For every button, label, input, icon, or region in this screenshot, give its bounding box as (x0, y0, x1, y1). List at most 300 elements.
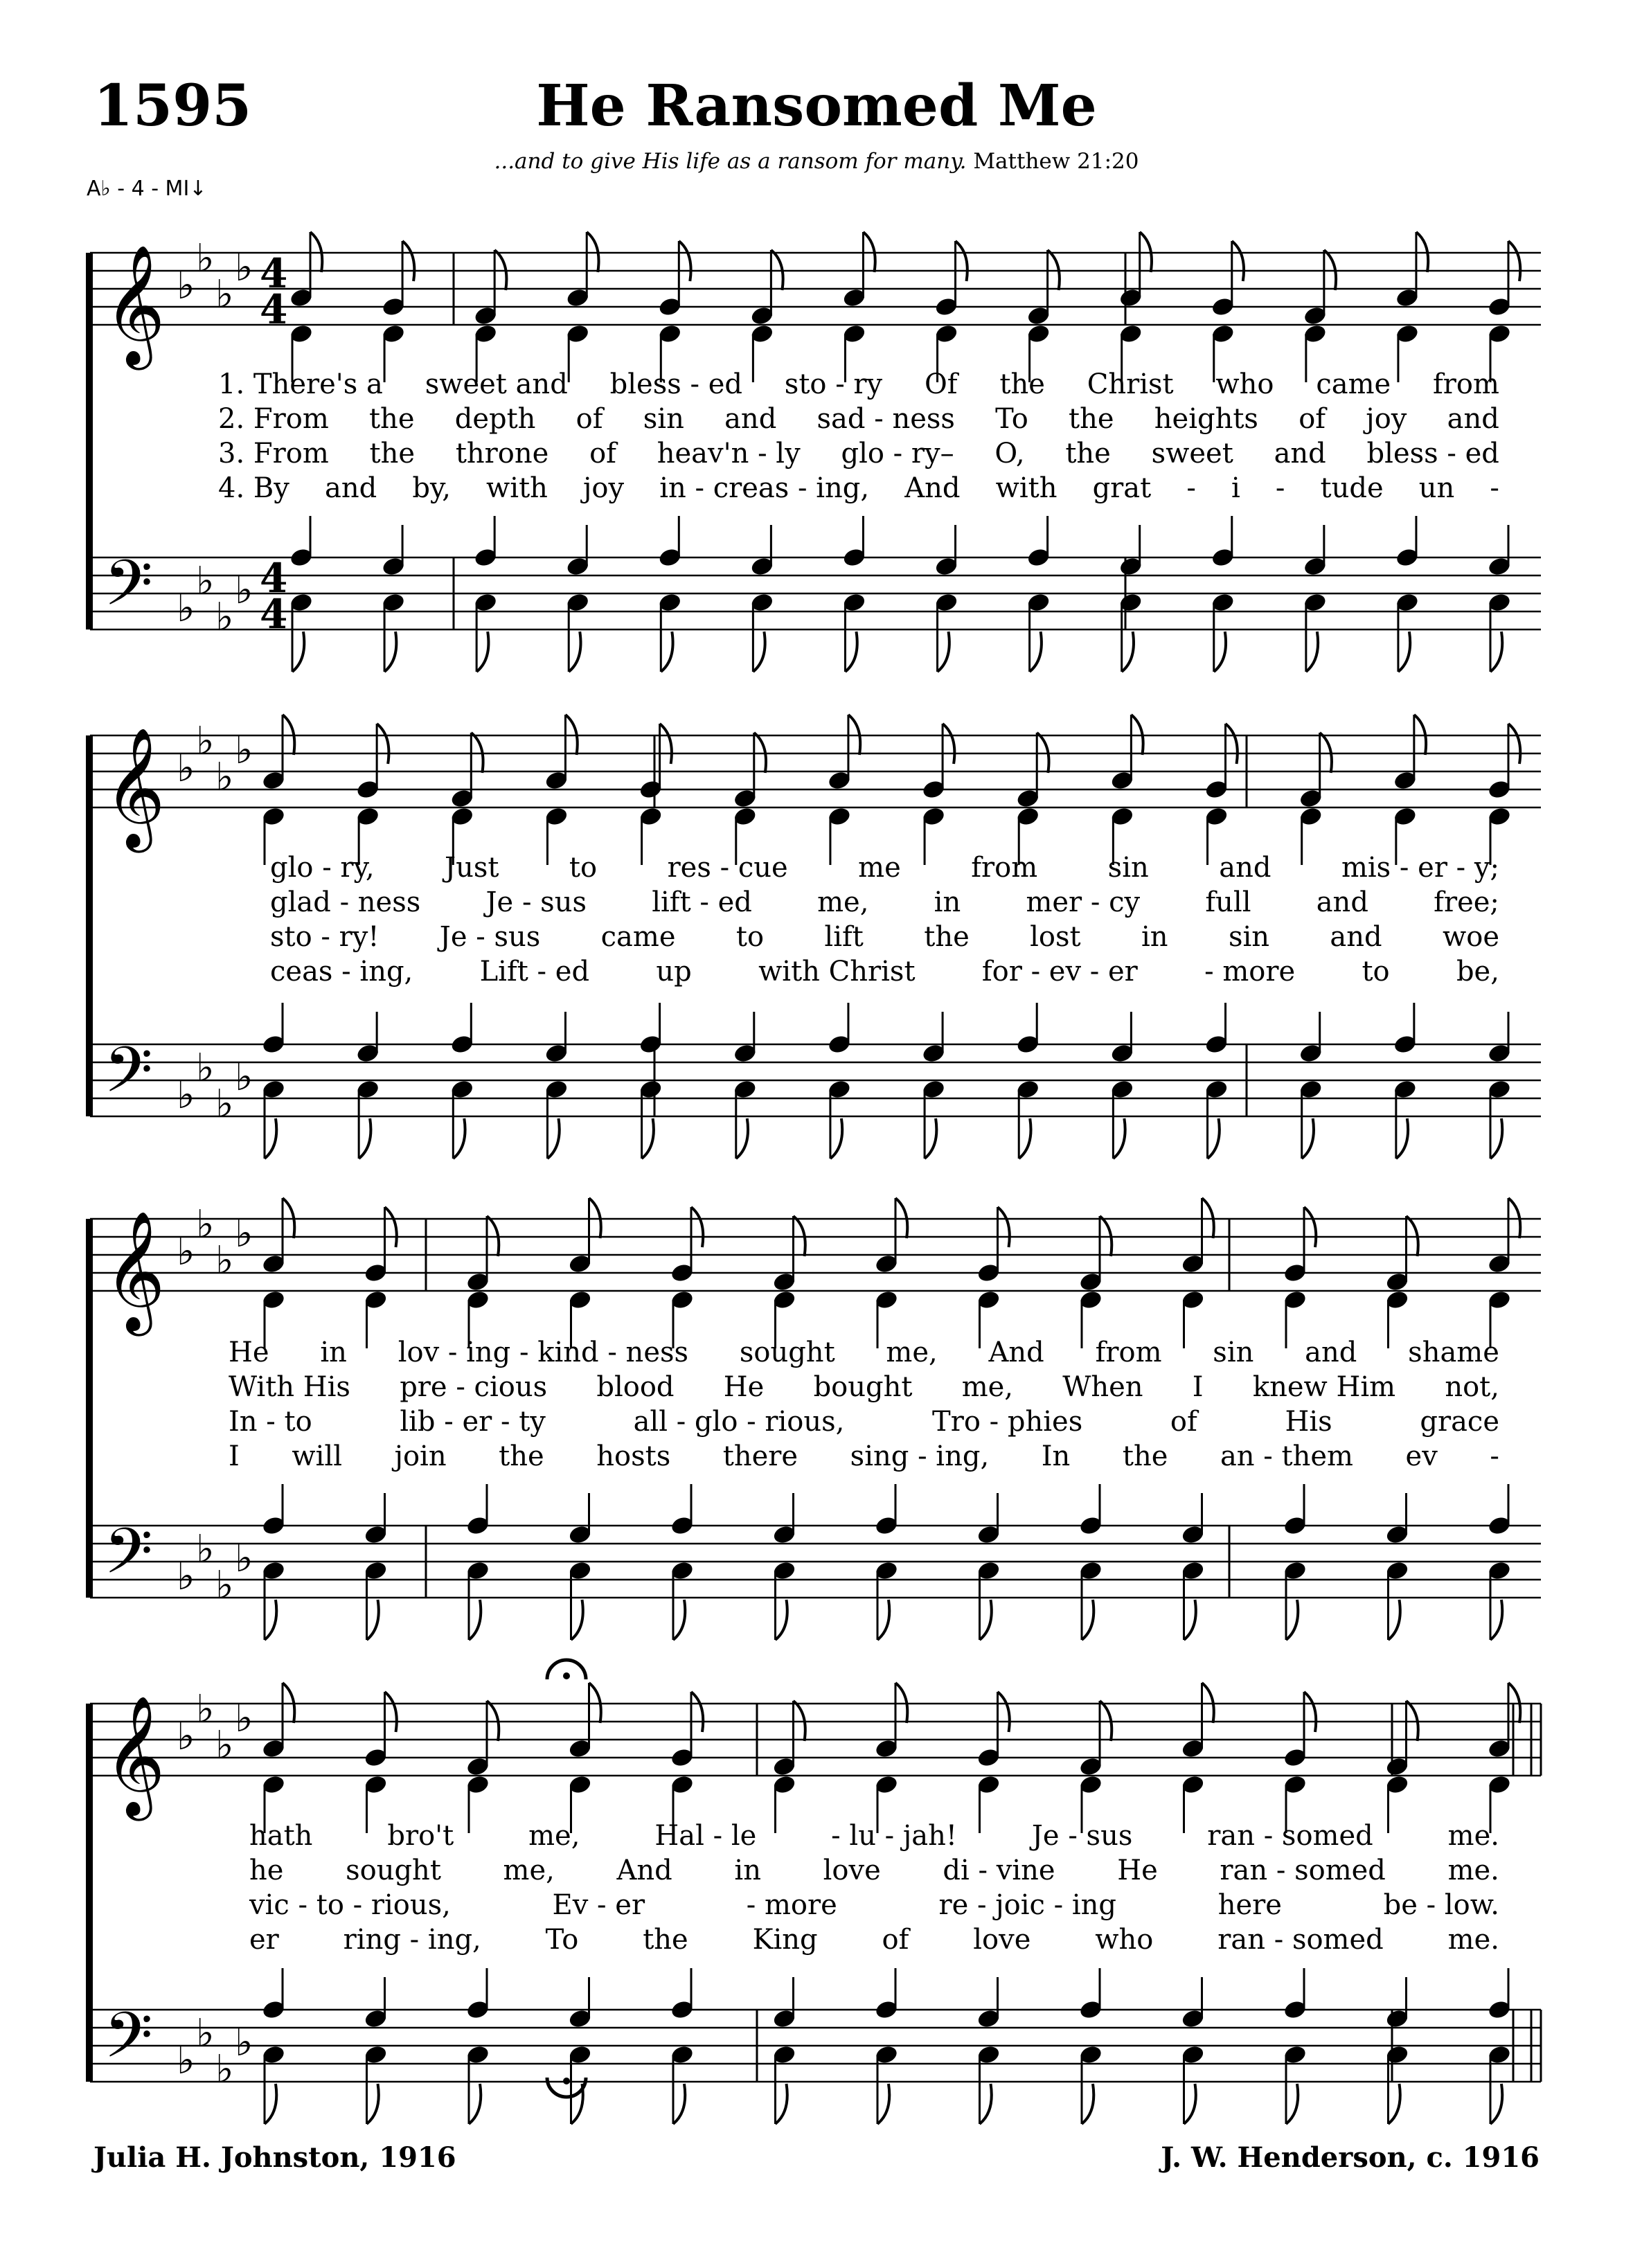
lyric-word: sing - ing, (850, 1440, 990, 1472)
note-flag (938, 632, 949, 672)
note-flag (845, 632, 857, 672)
note-flag (1030, 632, 1042, 672)
lyric-word: ev (1405, 1440, 1438, 1472)
lyric-word: and (724, 403, 777, 435)
flat-icon: ♭ (196, 2011, 215, 2056)
lyric-word: and (1274, 438, 1326, 470)
note-flag (1214, 632, 1226, 672)
note-flag (384, 632, 396, 672)
lyric-word: with (995, 472, 1058, 504)
flat-icon: ♭ (177, 1554, 195, 1599)
note-flag (1304, 1692, 1316, 1732)
lyric-word: of (575, 403, 603, 435)
lyric-word: un (1418, 472, 1455, 504)
lyric-word: Just (445, 852, 499, 884)
lyric-word: And (616, 1855, 672, 1886)
note-flag (1122, 632, 1134, 672)
lyric-word: mis - er - y; (1341, 852, 1499, 884)
flat-icon: ♭ (215, 2047, 234, 2092)
flat-icon: ♭ (196, 559, 215, 604)
note-flag (547, 1118, 559, 1159)
lyric-word: bless - ed (609, 368, 742, 400)
bass-clef-icon: 𝄢 (104, 1515, 153, 1603)
lyric-word: ceas - ing, (270, 956, 413, 988)
note-flag (1184, 1600, 1196, 1640)
lyric-word: To (545, 1924, 579, 1956)
note-flag (571, 1600, 583, 1640)
note-flag (753, 632, 765, 672)
lyric-word: - lu - jah! (831, 1820, 957, 1852)
note-flag (1508, 724, 1520, 764)
flat-icon: ♭ (235, 1696, 253, 1741)
note-flag (1490, 1600, 1502, 1640)
system-bracket (86, 735, 93, 1116)
note-flag (679, 241, 690, 281)
lyric-word: me, (528, 1820, 580, 1852)
lyric-word: blood (596, 1371, 675, 1403)
note-flag (367, 2084, 379, 2124)
treble-clef-icon: 𝄞 (104, 244, 166, 365)
lyric-word: hosts (596, 1440, 671, 1472)
lyric-line-verse-2 (249, 1855, 1499, 1886)
note-flag (925, 1118, 936, 1159)
flat-icon: ♭ (215, 272, 234, 317)
note-flag (265, 1600, 276, 1640)
flat-icon: ♭ (196, 1687, 215, 1732)
flat-icon: ♭ (235, 1055, 253, 1100)
author-credit: Julia H. Johnston, 1916 (93, 2141, 456, 2174)
lyric-word: came (600, 921, 676, 953)
lyric-word: Je - sus (485, 886, 587, 918)
lyric-word: me, (503, 1855, 555, 1886)
lyric-word: lov - ing - kind - ness (398, 1337, 689, 1368)
fermata-dot (563, 2078, 570, 2084)
lyric-word: in (934, 886, 961, 918)
flat-icon: ♭ (196, 719, 215, 764)
lyric-word: sweet (1151, 438, 1233, 470)
note-flag (661, 632, 672, 672)
composer-credit: J. W. Henderson, c. 1916 (1161, 2141, 1540, 2174)
lyric-word: Christ (1087, 368, 1174, 400)
note-flag (1113, 1118, 1125, 1159)
lyric-word: - (1186, 472, 1196, 504)
flat-icon: ♭ (235, 2020, 253, 2065)
lyric-word: will (292, 1440, 342, 1472)
flat-icon: ♭ (215, 1723, 234, 1768)
lyric-word: and (1305, 1337, 1357, 1368)
lyric-word: depth (454, 403, 536, 435)
lyric-line-verse-2 (229, 1371, 1499, 1403)
lyric-word: Of (924, 368, 958, 400)
lyric-word: the (643, 1924, 688, 1956)
lyric-word: joy (583, 472, 625, 504)
hymn-number: 1595 (93, 73, 252, 139)
lyric-word: sin (1107, 852, 1149, 884)
lyric-word: knew Him (1252, 1371, 1396, 1403)
lyric-word: 3. From (218, 438, 329, 470)
lyric-word: love (973, 1924, 1031, 1956)
lyric-word: 1. There's a (218, 368, 383, 400)
lyric-word: sto - ry! (270, 921, 380, 953)
lyric-word: bought (813, 1371, 913, 1403)
note-flag (265, 1118, 276, 1159)
note-flag (1286, 2084, 1298, 2124)
lyric-word: of (1299, 403, 1326, 435)
lyric-word: tude (1320, 472, 1384, 504)
lyric-word: in (320, 1337, 347, 1368)
flat-icon: ♭ (177, 2038, 195, 2083)
lyric-word: glo - ry– (841, 438, 954, 470)
flat-icon: ♭ (235, 568, 253, 613)
time-signature-top: 4 (260, 250, 288, 297)
flat-icon: ♭ (235, 245, 253, 290)
lyric-word: ran - somed (1217, 1924, 1384, 1956)
flat-icon: ♭ (215, 1238, 234, 1283)
lyric-word: me, (817, 886, 869, 918)
note-flag (673, 1600, 685, 1640)
lyric-word: lift (824, 921, 864, 953)
lyric-word: hath (249, 1820, 313, 1852)
lyric-word: the (999, 368, 1045, 400)
lyric-word: the (499, 1440, 544, 1472)
lyric-word: the (368, 403, 415, 435)
system-bracket (86, 1704, 93, 2082)
lyric-line-verse-3 (229, 1406, 1499, 1438)
note-flag (877, 2084, 889, 2124)
note-flag (1184, 2084, 1196, 2124)
lyric-word: Hal - le (654, 1820, 757, 1852)
lyric-line-verse-4 (229, 1440, 1499, 1472)
note-flag (943, 724, 954, 764)
lyric-word: di - vine (943, 1855, 1055, 1886)
lyric-word: He (1117, 1855, 1158, 1886)
note-flag (1490, 2084, 1502, 2124)
lyric-line-verse-2 (270, 886, 1499, 918)
lyric-word: me (858, 852, 901, 884)
lyric-word: and (1330, 921, 1382, 953)
note-flag (385, 1692, 397, 1732)
note-flag (1082, 2084, 1094, 2124)
flat-icon: ♭ (235, 728, 253, 773)
note-flag (377, 724, 389, 764)
lyric-word: woe (1443, 921, 1499, 953)
lyric-line-verse-1 (249, 1820, 1499, 1852)
lyric-word: sad - ness (816, 403, 955, 435)
lyric-word: ring - ing, (343, 1924, 481, 1956)
lyric-word: me, (886, 1337, 938, 1368)
lyric-word: join (394, 1440, 447, 1472)
lyric-word: sought (739, 1337, 835, 1368)
lyric-word: Tro - phies (932, 1406, 1083, 1438)
note-flag (1389, 2084, 1400, 2124)
system-bracket (86, 253, 93, 629)
note-flag (642, 1118, 654, 1159)
lyric-word: and (1316, 886, 1368, 918)
lyric-word: there (722, 1440, 798, 1472)
lyric-word: With His (229, 1371, 350, 1403)
note-flag (877, 1600, 889, 1640)
lyric-line-verse-4 (249, 1924, 1499, 1956)
lyric-word: of (1170, 1406, 1197, 1438)
lyric-word: He (229, 1337, 269, 1368)
treble-clef-icon: 𝄞 (104, 1695, 166, 1816)
lyric-word: And (988, 1337, 1044, 1368)
lyric-word: free; (1434, 886, 1499, 918)
flat-icon: ♭ (235, 1211, 253, 1256)
lyric-word: I (1192, 1371, 1204, 1403)
lyric-word: to (735, 921, 765, 953)
lyric-word: came (1316, 368, 1391, 400)
note-flag (1490, 632, 1502, 672)
lyric-word: and (324, 472, 377, 504)
note-flag (1396, 1118, 1408, 1159)
lyric-word: Je - sus (439, 921, 541, 953)
note-flag (956, 241, 967, 281)
lyric-word: - more (746, 1889, 837, 1921)
lyric-word: sto - ry (784, 368, 883, 400)
note-flag (1226, 724, 1238, 764)
lyric-word: the (1122, 1440, 1168, 1472)
flat-icon: ♭ (196, 1202, 215, 1247)
lyric-word: bless - ed (1366, 438, 1499, 470)
lyric-line-verse-2 (218, 403, 1499, 435)
lyric-word: bro't (387, 1820, 454, 1852)
lyric-word: me, (961, 1371, 1014, 1403)
time-signature-bottom: 4 (260, 286, 288, 333)
note-flag (1306, 632, 1318, 672)
note-flag (998, 1692, 1010, 1732)
lyric-word: with (486, 472, 548, 504)
lyric-word: who (1095, 1924, 1154, 1956)
bass-clef-icon: 𝄢 (104, 1999, 153, 2087)
lyric-word: and (1447, 403, 1499, 435)
lyric-word: sin (1213, 1337, 1254, 1368)
lyric-word: in - creas - ing, (659, 472, 870, 504)
lyric-word: lib - er - ty (400, 1406, 546, 1438)
lyric-word: by, (412, 472, 451, 504)
lyric-word: When (1062, 1371, 1143, 1403)
lyric-word: grace (1420, 1406, 1499, 1438)
lyric-word: vic - to - rious, (249, 1889, 451, 1921)
lyric-line-verse-4 (218, 472, 1499, 504)
key-info: A♭ - 4 - MI↓ (87, 177, 207, 201)
lyric-word: of (589, 438, 616, 470)
lyric-word: glo - ry, (270, 852, 375, 884)
flat-icon: ♭ (215, 1082, 234, 1127)
lyric-line-verse-3 (249, 1889, 1499, 1921)
note-flag (1389, 1600, 1400, 1640)
lyric-word: the (924, 921, 970, 953)
note-flag (1082, 1600, 1094, 1640)
lyric-word: - (1490, 472, 1499, 504)
lyric-word: and (1219, 852, 1271, 884)
note-flag (1286, 1600, 1298, 1640)
lyric-word: And (904, 472, 961, 504)
note-flag (673, 2084, 685, 2124)
flat-icon: ♭ (215, 595, 234, 640)
lyric-word: heav'n - ly (657, 438, 801, 470)
lyric-word: in (1141, 921, 1168, 953)
note-flag (402, 241, 414, 281)
lyric-word: 4. By (218, 472, 289, 504)
lyric-word: up (656, 956, 692, 988)
note-flag (736, 1118, 748, 1159)
flat-icon: ♭ (215, 1563, 234, 1608)
lyric-line-verse-4 (270, 956, 1499, 988)
note-flag (1304, 1207, 1316, 1247)
time-signature-bottom: 4 (260, 591, 288, 638)
time-signature-top: 4 (260, 555, 288, 602)
note-flag (1302, 1118, 1314, 1159)
bass-clef-icon: 𝄢 (104, 1033, 153, 1122)
note-flag (830, 1118, 842, 1159)
lyric-word: ran - somed (1207, 1820, 1373, 1852)
lyric-word: from (1433, 368, 1499, 400)
flat-icon: ♭ (177, 746, 195, 791)
lyric-word: me. (1447, 1855, 1499, 1886)
lyric-word: i (1231, 472, 1240, 504)
lyric-word: here (1217, 1889, 1282, 1921)
treble-clef-icon: 𝄞 (104, 1211, 166, 1331)
lyric-word: who (1215, 368, 1274, 400)
flat-icon: ♭ (215, 755, 234, 800)
flat-icon: ♭ (196, 1046, 215, 1091)
lyric-line-verse-1 (229, 1337, 1499, 1368)
lyric-line-verse-3 (270, 921, 1499, 953)
lyric-word: all - glo - rious, (633, 1406, 845, 1438)
note-flag (453, 1118, 465, 1159)
lyric-word: he (249, 1855, 284, 1886)
lyric-word: the (1069, 403, 1114, 435)
note-flag (660, 724, 672, 764)
lyric-word: mer - cy (1026, 886, 1141, 918)
scripture-quote: ...and to give His life as a ransom for many. (494, 149, 967, 174)
note-flag (691, 1692, 703, 1732)
note-flag (980, 2084, 992, 2124)
lyric-line-verse-3 (218, 438, 1499, 470)
scripture-reference: Matthew 21:20 (973, 149, 1139, 174)
lyric-word: me. (1447, 1820, 1499, 1852)
note-flag (691, 1207, 703, 1247)
note-flag (1398, 632, 1410, 672)
flat-icon: ♭ (177, 1073, 195, 1118)
note-flag (776, 1600, 787, 1640)
lyric-word: to (569, 852, 598, 884)
lyric-word: lift - ed (652, 886, 752, 918)
lyric-word: pre - cious (400, 1371, 548, 1403)
flat-icon: ♭ (196, 1527, 215, 1572)
note-flag (292, 632, 304, 672)
flat-icon: ♭ (196, 236, 215, 281)
lyric-word: be - low. (1383, 1889, 1499, 1921)
lyric-word: sweet and (425, 368, 568, 400)
lyric-word: Je - sus (1031, 1820, 1133, 1852)
flat-icon: ♭ (177, 1229, 195, 1274)
lyric-word: to (1362, 956, 1390, 988)
fermata-dot (563, 1672, 570, 1679)
lyric-word: of (882, 1924, 909, 1956)
bass-clef-icon: 𝄢 (104, 546, 153, 635)
lyric-word: His (1285, 1406, 1332, 1438)
lyric-word: er (249, 1924, 279, 1956)
note-flag (1019, 1118, 1030, 1159)
lyric-word: joy (1366, 403, 1407, 435)
lyric-word: res - cue (667, 852, 788, 884)
lyric-line-verse-1 (270, 852, 1499, 884)
lyric-word: Lift - ed (479, 956, 590, 988)
lyric-word: glad - ness (270, 886, 421, 918)
system-bracket (86, 1219, 93, 1598)
lyric-word: me. (1447, 1924, 1499, 1956)
lyric-word: O, (994, 438, 1025, 470)
lyric-word: 2. From (218, 403, 329, 435)
note-flag (776, 2084, 787, 2124)
lyric-word: the (1065, 438, 1111, 470)
note-flag (1508, 241, 1520, 281)
lyric-word: not, (1445, 1371, 1499, 1403)
note-flag (1490, 1118, 1502, 1159)
lyric-word: - (1490, 1440, 1499, 1472)
flat-icon: ♭ (177, 1714, 195, 1759)
lyric-word: sin (643, 403, 684, 435)
lyric-word: re - joic - ing (938, 1889, 1117, 1921)
treble-clef-icon: 𝄞 (104, 727, 166, 848)
hymn-title: He Ransomed Me (536, 73, 1097, 139)
lyric-word: Ev - er (552, 1889, 645, 1921)
note-flag (476, 632, 488, 672)
note-flag (265, 2084, 276, 2124)
lyric-word: be, (1456, 956, 1499, 988)
note-flag (998, 1207, 1010, 1247)
note-flag (385, 1207, 397, 1247)
lyric-word: from (1095, 1337, 1162, 1368)
note-flag (359, 1118, 371, 1159)
lyric-word: lost (1030, 921, 1081, 953)
lyric-word: - more (1204, 956, 1296, 988)
lyric-word: love (823, 1855, 881, 1886)
lyric-word: in (734, 1855, 761, 1886)
lyric-word: shame (1408, 1337, 1499, 1368)
lyric-word: for - ev - er (981, 956, 1138, 988)
note-flag (1232, 241, 1244, 281)
note-flag (569, 632, 580, 672)
lyric-word: full (1205, 886, 1251, 918)
lyric-word: I (229, 1440, 240, 1472)
lyric-word: from (971, 852, 1038, 884)
lyric-word: grat (1092, 472, 1152, 504)
lyric-word: In - to (229, 1406, 312, 1438)
note-flag (469, 1600, 481, 1640)
lyric-word: the (369, 438, 416, 470)
lyric-word: sought (346, 1855, 441, 1886)
lyric-word: heights (1154, 403, 1258, 435)
lyric-word: In (1041, 1440, 1071, 1472)
lyric-word: throne (455, 438, 549, 470)
note-flag (980, 1600, 992, 1640)
lyric-word: sin (1228, 921, 1270, 953)
lyric-line-verse-1 (218, 368, 1499, 400)
lyric-word: - (1275, 472, 1285, 504)
note-flag (367, 1600, 379, 1640)
note-flag (1208, 1118, 1220, 1159)
lyric-word: ran - somed (1220, 1855, 1386, 1886)
lyric-word: with Christ (758, 956, 916, 988)
flat-icon: ♭ (177, 586, 195, 631)
lyric-word: an - them (1220, 1440, 1353, 1472)
note-flag (469, 2084, 481, 2124)
flat-icon: ♭ (177, 263, 195, 308)
lyric-word: King (752, 1924, 818, 1956)
